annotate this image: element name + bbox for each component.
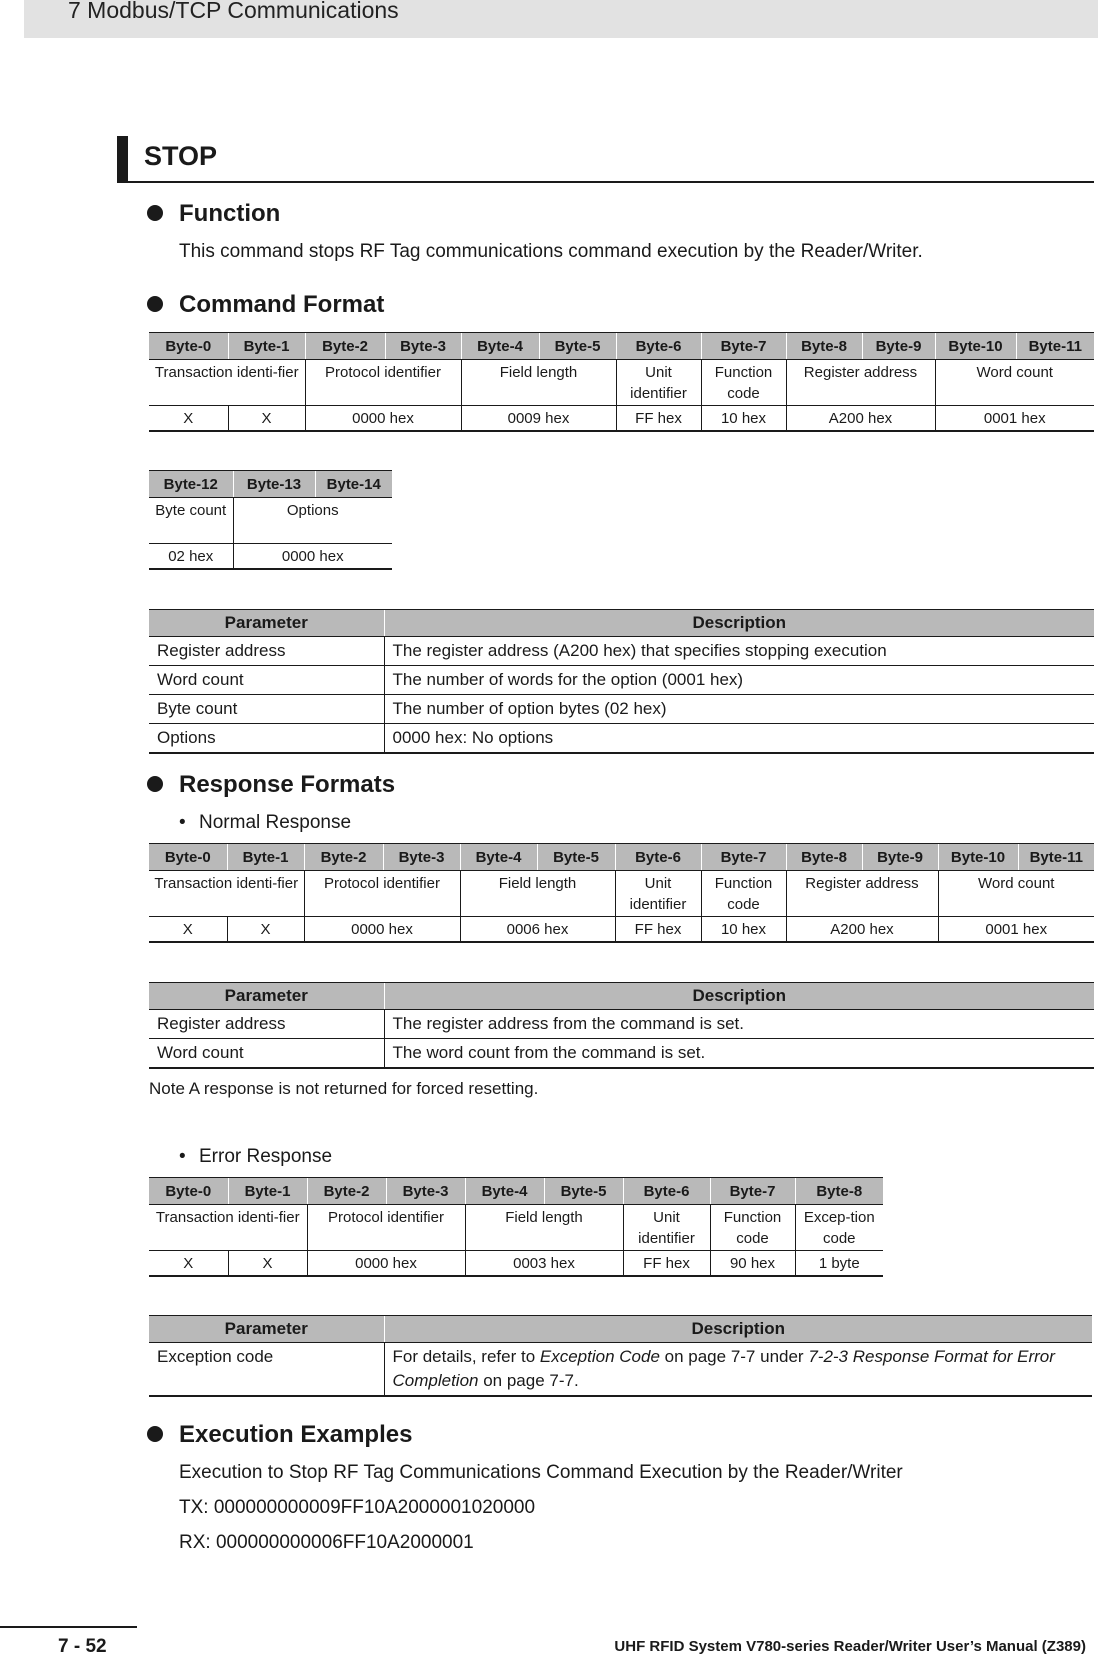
field-value: 0000 hex	[304, 917, 460, 943]
byte-header-row	[149, 844, 1094, 871]
command-parameter-table	[149, 609, 1094, 754]
section-title: STOP	[144, 141, 218, 171]
byte-header-row	[149, 471, 392, 498]
parameter-row	[149, 666, 1094, 695]
parameter-header: Parameter	[149, 983, 384, 1010]
byte-label: Byte-3	[385, 333, 461, 360]
field-name-row	[149, 871, 1094, 917]
chapter-header	[24, 0, 1098, 38]
field-name: Protocol identifier	[304, 871, 460, 917]
note-text: Note A response is not returned for forced resetting.	[149, 1079, 539, 1098]
error-response-label: • Error Response	[179, 1146, 333, 1167]
parameter-header-row	[149, 983, 1094, 1010]
field-name: Transaction identi-fier	[149, 360, 305, 406]
field-value: 0000 hex	[233, 544, 392, 570]
parameter-description: The number of words for the option (0001 hex)	[384, 666, 1094, 695]
field-name: Register address	[786, 871, 938, 917]
field-value: 0001 hex	[935, 406, 1094, 432]
byte-label: Byte-5	[537, 844, 615, 871]
page-number: 7 - 52	[58, 1636, 107, 1657]
parameter-description: The number of option bytes (02 hex)	[384, 695, 1094, 724]
byte-label: Byte-6	[623, 1178, 710, 1205]
byte-label: Byte-7	[701, 333, 786, 360]
parameter-name: Word count	[149, 666, 384, 695]
normal-response-byte-table	[149, 843, 1094, 943]
error-response-byte-table	[149, 1177, 883, 1277]
parameter-row	[149, 637, 1094, 666]
byte-label: Byte-0	[149, 844, 227, 871]
parameter-name: Word count	[149, 1039, 384, 1069]
bullet-dot-icon	[147, 776, 163, 792]
byte-label: Byte-3	[383, 844, 460, 871]
byte-label: Byte-9	[862, 844, 938, 871]
parameter-name: Exception code	[149, 1343, 384, 1397]
byte-label: Byte-12	[149, 471, 233, 498]
section-marker	[117, 136, 128, 181]
bullet-dot-icon	[147, 1426, 163, 1442]
field-name: Field length	[465, 1205, 623, 1251]
byte-label: Byte-4	[460, 844, 537, 871]
field-name: Field length	[461, 360, 616, 406]
parameter-description: 0000 hex: No options	[384, 724, 1094, 754]
byte-label: Byte-3	[386, 1178, 465, 1205]
bullet-dot-icon	[147, 205, 163, 221]
description-header: Description	[384, 1316, 1092, 1343]
description-header: Description	[384, 610, 1094, 637]
field-name: Field length	[460, 871, 615, 917]
field-value: 0009 hex	[461, 406, 616, 432]
byte-label: Byte-8	[786, 844, 862, 871]
field-value-row	[149, 917, 1094, 943]
field-name: Protocol identifier	[305, 360, 461, 406]
byte-label: Byte-11	[1018, 844, 1094, 871]
byte-label: Byte-9	[862, 333, 935, 360]
tx-example: TX: 000000000009FF10A2000001020000	[179, 1497, 536, 1518]
field-name: Unit identifier	[623, 1205, 710, 1251]
bullet-dot-icon	[147, 296, 163, 312]
byte-label: Byte-11	[1016, 333, 1094, 360]
field-value: FF hex	[616, 406, 701, 432]
byte-label: Byte-7	[710, 1178, 795, 1205]
parameter-row	[149, 1039, 1094, 1069]
normal-response-parameter-table	[149, 982, 1094, 1069]
field-value: X	[228, 1251, 307, 1277]
field-name: Options	[233, 498, 392, 544]
rx-example: RX: 000000000006FF10A2000001	[179, 1532, 474, 1553]
byte-label: Byte-10	[935, 333, 1016, 360]
manual-title: UHF RFID System V780-series Reader/Writer User’s Manual (Z389)	[614, 1638, 1086, 1655]
field-value: 0006 hex	[460, 917, 615, 943]
response-format-reference: 7-2-3 Response Format for Error Completion	[392, 1347, 1055, 1390]
byte-label: Byte-6	[615, 844, 701, 871]
parameter-description: The register address from the command is set.	[384, 1010, 1094, 1039]
parameter-name: Byte count	[149, 695, 384, 724]
byte-label: Byte-0	[149, 1178, 228, 1205]
field-value: 02 hex	[149, 544, 233, 570]
parameter-row	[149, 724, 1094, 754]
field-value: 0003 hex	[465, 1251, 623, 1277]
parameter-description: For details, refer to Exception Code on page 7-7 under 7-2-3 Response Format for Error Completion on page 7-7.	[384, 1343, 1092, 1397]
field-value: 0001 hex	[938, 917, 1094, 943]
parameter-header: Parameter	[149, 1316, 384, 1343]
command-byte-table	[149, 332, 1094, 432]
parameter-description: The word count from the command is set.	[384, 1039, 1094, 1069]
parameter-name: Register address	[149, 1010, 384, 1039]
field-name: Transaction identi-fier	[149, 1205, 307, 1251]
field-value: X	[228, 406, 305, 432]
field-value: 0000 hex	[307, 1251, 465, 1277]
field-name-row	[149, 498, 392, 544]
exception-code-reference: Exception Code	[539, 1347, 660, 1366]
byte-label: Byte-1	[228, 1178, 307, 1205]
normal-response-label: • Normal Response	[179, 812, 352, 833]
field-name: Word count	[938, 871, 1094, 917]
byte-label: Byte-0	[149, 333, 228, 360]
parameter-row	[149, 1343, 1092, 1397]
parameter-row	[149, 1010, 1094, 1039]
field-name: Function code	[701, 871, 786, 917]
chapter-title: 7 Modbus/TCP Communications	[68, 0, 399, 23]
byte-label: Byte-7	[701, 844, 786, 871]
field-name: Unit identifier	[615, 871, 701, 917]
byte-label: Byte-2	[305, 333, 385, 360]
section-heading	[117, 136, 1094, 183]
parameter-description: The register address (A200 hex) that specifies stopping execution	[384, 637, 1094, 666]
parameter-header: Parameter	[149, 610, 384, 637]
field-name: Function code	[701, 360, 786, 406]
parameter-name: Register address	[149, 637, 384, 666]
byte-label: Byte-5	[539, 333, 616, 360]
field-name: Function code	[710, 1205, 795, 1251]
execution-description: Execution to Stop RF Tag Communications Command Execution by the Reader/Writer	[179, 1462, 903, 1483]
parameter-header-row	[149, 610, 1094, 637]
field-name: Byte count	[149, 498, 233, 544]
byte-label: Byte-4	[465, 1178, 544, 1205]
byte-label: Byte-2	[304, 844, 383, 871]
byte-header-row	[149, 333, 1094, 360]
byte-header-row	[149, 1178, 883, 1205]
field-value-row	[149, 406, 1094, 432]
field-value: X	[149, 1251, 228, 1277]
field-name: Protocol identifier	[307, 1205, 465, 1251]
field-value: 90 hex	[710, 1251, 795, 1277]
byte-label: Byte-14	[315, 471, 392, 498]
command-byte-table-2	[149, 470, 392, 570]
parameter-name: Options	[149, 724, 384, 754]
field-value: X	[149, 917, 227, 943]
field-value: A200 hex	[786, 406, 935, 432]
parameter-header-row	[149, 1316, 1092, 1343]
byte-label: Byte-1	[227, 844, 304, 871]
field-value: A200 hex	[786, 917, 938, 943]
field-name: Word count	[935, 360, 1094, 406]
field-value: FF hex	[615, 917, 701, 943]
byte-label: Byte-1	[228, 333, 305, 360]
field-name-row	[149, 360, 1094, 406]
field-name: Excep-tion code	[795, 1205, 883, 1251]
field-name: Unit identifier	[616, 360, 701, 406]
byte-label: Byte-8	[795, 1178, 883, 1205]
byte-label: Byte-2	[307, 1178, 386, 1205]
field-value: X	[149, 406, 228, 432]
field-value: FF hex	[623, 1251, 710, 1277]
byte-label: Byte-4	[461, 333, 539, 360]
byte-label: Byte-13	[233, 471, 315, 498]
byte-label: Byte-8	[786, 333, 862, 360]
field-value: 10 hex	[701, 406, 786, 432]
field-value-row	[149, 544, 392, 570]
description-header: Description	[384, 983, 1094, 1010]
field-name: Register address	[786, 360, 935, 406]
field-name: Transaction identi-fier	[149, 871, 304, 917]
function-text: This command stops RF Tag communications command execution by the Reader/Writer.	[179, 241, 923, 262]
field-value: 0000 hex	[305, 406, 461, 432]
byte-label: Byte-5	[544, 1178, 623, 1205]
byte-label: Byte-6	[616, 333, 701, 360]
parameter-row	[149, 695, 1094, 724]
field-value: 10 hex	[701, 917, 786, 943]
field-value-row	[149, 1251, 883, 1277]
field-value: 1 byte	[795, 1251, 883, 1277]
footer-rule	[0, 1626, 137, 1628]
error-response-parameter-table	[149, 1315, 1092, 1397]
byte-label: Byte-10	[938, 844, 1018, 871]
field-name-row	[149, 1205, 883, 1251]
field-value: X	[227, 917, 304, 943]
